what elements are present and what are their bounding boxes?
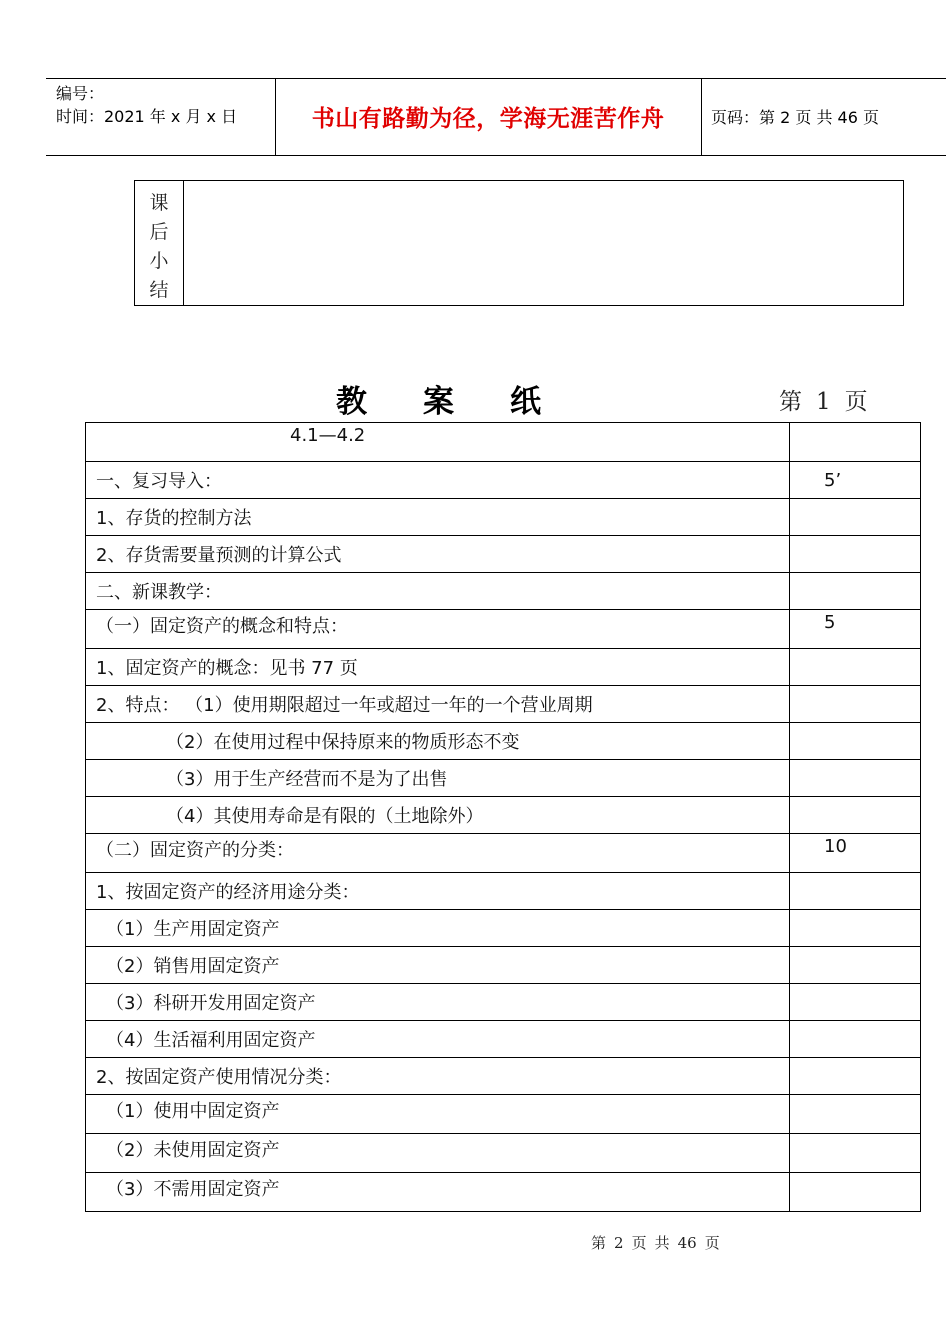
table-row: [86, 1173, 921, 1212]
row-content: 二、新课教学：: [86, 573, 790, 610]
table-row: [86, 423, 921, 462]
row-content: （3）不需用固定资产: [86, 1173, 790, 1212]
table-row: [86, 910, 921, 947]
row-time: [790, 797, 921, 834]
row-content: （2）销售用固定资产: [86, 947, 790, 984]
footer-part: 共: [654, 1234, 670, 1252]
row-content: 1、按固定资产的经济用途分类：: [86, 873, 790, 910]
summary-label: [135, 181, 184, 305]
row-content: （3）用于生产经营而不是为了出售: [86, 760, 790, 797]
row-time: [790, 573, 921, 610]
row-content: （2）未使用固定资产: [86, 1134, 790, 1173]
summary-content: [184, 181, 903, 305]
row-time: [790, 536, 921, 573]
row-content: （2）在使用过程中保持原来的物质形态不变: [86, 723, 790, 760]
row-content: 一、复习导入：: [86, 462, 790, 499]
row-time: [790, 686, 921, 723]
footer-part: 页: [631, 1234, 647, 1252]
summary-label-char: 课: [149, 192, 169, 214]
sheet-number-part: 1: [816, 389, 831, 415]
table-row: [86, 947, 921, 984]
row-time: [790, 1095, 921, 1134]
page-footer: [591, 1232, 728, 1253]
row-content: 4.1—4.2: [86, 423, 790, 462]
row-time: 5: [790, 610, 921, 649]
header-page-info: 页码：第 2 页 共 46 页: [711, 108, 879, 127]
row-time: [790, 499, 921, 536]
row-time: [790, 947, 921, 984]
row-time: [790, 1058, 921, 1095]
table-row: [86, 499, 921, 536]
table-row: [86, 573, 921, 610]
row-content: （一）固定资产的概念和特点：: [86, 610, 790, 649]
table-row: [86, 1021, 921, 1058]
table-row: [86, 649, 921, 686]
row-time: [790, 423, 921, 462]
footer-part: 2: [614, 1234, 624, 1252]
title-char: 纸: [510, 384, 543, 420]
header-meta: [56, 82, 237, 128]
row-time: [790, 1134, 921, 1173]
row-time: 10: [790, 834, 921, 873]
row-content: （4）生活福利用固定资产: [86, 1021, 790, 1058]
row-time: [790, 723, 921, 760]
row-content: （1）生产用固定资产: [86, 910, 790, 947]
row-content: （3）科研开发用固定资产: [86, 984, 790, 1021]
title-char: 案: [423, 384, 456, 420]
summary-label-char: 结: [149, 279, 169, 301]
row-time: [790, 984, 921, 1021]
sheet-number-part: 页: [844, 389, 868, 415]
row-time: 5’: [790, 462, 921, 499]
table-row: [86, 984, 921, 1021]
row-content: 2、按固定资产使用情况分类：: [86, 1058, 790, 1095]
footer-part: 46: [677, 1234, 697, 1252]
lesson-plan-table: [85, 422, 921, 1212]
row-time: [790, 1021, 921, 1058]
table-row: [86, 1134, 921, 1173]
row-time: [790, 1173, 921, 1212]
row-time: [790, 760, 921, 797]
table-row: [86, 610, 921, 649]
row-content: 2、存货需要量预测的计算公式: [86, 536, 790, 573]
row-time: [790, 649, 921, 686]
row-content: （4）其使用寿命是有限的（土地除外）: [86, 797, 790, 834]
table-row: [86, 686, 921, 723]
table-row: [86, 1058, 921, 1095]
table-row: [86, 723, 921, 760]
table-row: [86, 797, 921, 834]
summary-label-char: 后: [149, 221, 169, 243]
sheet-number-part: 第: [779, 389, 802, 415]
table-row: [86, 1095, 921, 1134]
header-bottom-rule: [46, 155, 946, 156]
serial-label: 编号：: [56, 84, 105, 103]
table-row: [86, 462, 921, 499]
row-content: （1）使用中固定资产: [86, 1095, 790, 1134]
summary-label-char: 小: [149, 250, 169, 272]
date-label: 时间：2021 年 x 月 x 日: [56, 107, 238, 126]
table-row: [86, 834, 921, 873]
table-row: [86, 873, 921, 910]
footer-part: 页: [704, 1234, 720, 1252]
footer-part: 第: [591, 1234, 607, 1252]
table-row: [86, 536, 921, 573]
row-content: （二）固定资产的分类：: [86, 834, 790, 873]
sheet-number: [779, 383, 868, 416]
table-row: [86, 760, 921, 797]
row-time: [790, 910, 921, 947]
title-char: 教: [336, 384, 369, 420]
row-content: 2、特点： （1）使用期限超过一年或超过一年的一个营业周期: [86, 686, 790, 723]
row-content: 1、存货的控制方法: [86, 499, 790, 536]
after-class-summary-box: [134, 180, 904, 306]
header-motto: 书山有路勤为径，学海无涯苦作舟: [311, 106, 665, 132]
row-content: 1、固定资产的概念：见书 77 页: [86, 649, 790, 686]
row-time: [790, 873, 921, 910]
page-title: [336, 376, 543, 421]
